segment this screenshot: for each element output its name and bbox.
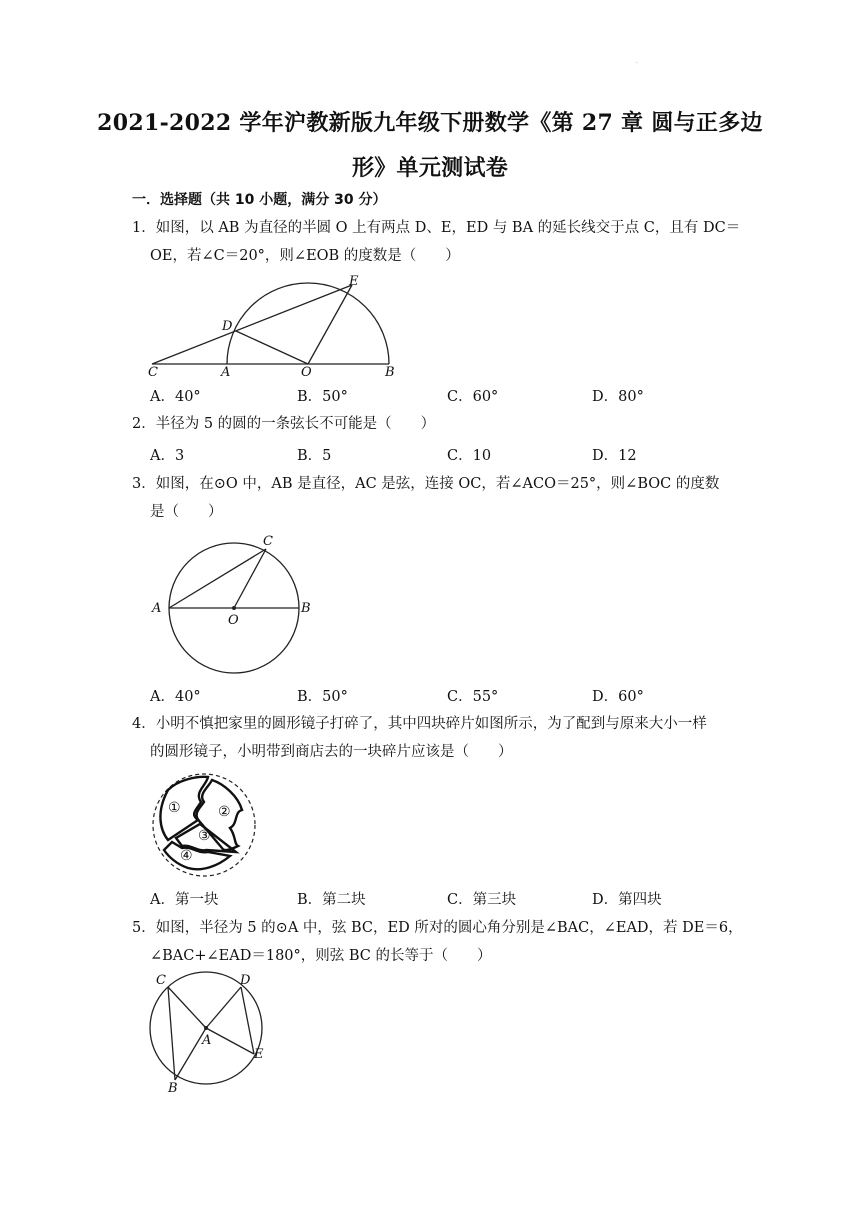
q5-line-AE	[206, 1028, 254, 1054]
q4-text-line2: 的圆形镜子，小明带到商店去的一块碎片应该是（ ）	[150, 744, 513, 760]
q5-text-line1: 5．如图，半径为 5 的⊙A 中，弦 BC，ED 所对的圆心角分别是∠BAC，∠EAD，若 DE＝6，	[132, 920, 743, 936]
q5-label-A: A	[202, 1033, 212, 1048]
q4-label-2: ②	[218, 804, 231, 820]
q3-option-a: A．40°	[150, 689, 201, 705]
q5-text-line2: ∠BAC+∠EAD＝180°，则弦 BC 的长等于（ ）	[150, 948, 492, 964]
q3-label-A: A	[152, 601, 162, 616]
q1-option-c: C．60°	[447, 389, 499, 405]
q3-line-AC	[169, 549, 266, 608]
q5-center-dot	[204, 1026, 208, 1030]
q1-options	[150, 385, 750, 405]
q5-label-B: B	[168, 1081, 178, 1096]
q1-line-CE	[152, 285, 352, 364]
q2-option-c: C．10	[447, 448, 492, 464]
q1-label-E: E	[349, 274, 359, 289]
q3-center-dot	[232, 606, 236, 610]
q5-label-D: D	[240, 973, 251, 988]
q1-label-A: A	[221, 365, 231, 380]
q4-options	[150, 888, 750, 908]
q1-label-B: B	[385, 365, 395, 380]
q4-option-c: C．第三块	[447, 892, 517, 908]
q1-option-b: B．50°	[297, 389, 348, 405]
q1-line-DO	[236, 331, 308, 364]
q1-label-C: C	[148, 365, 158, 380]
q4-label-4: ④	[180, 848, 193, 864]
q1-label-O: O	[301, 365, 312, 380]
q4-option-b: B．第二块	[297, 892, 366, 908]
q3-option-d: D．60°	[592, 689, 644, 705]
q5-label-C: C	[156, 973, 166, 988]
q1-option-d: D．80°	[592, 389, 644, 405]
q4-option-a: A．第一块	[150, 892, 219, 908]
q5-figure-circle	[146, 970, 272, 1096]
page-title-line1: 2021-2022 学年沪教新版九年级下册数学《第 27 章 圆与正多边	[97, 110, 763, 136]
q3-options	[150, 685, 750, 705]
q3-label-B: B	[301, 601, 311, 616]
q2-option-b: B．5	[297, 448, 332, 464]
q3-label-O: O	[228, 613, 239, 628]
q5-label-E: E	[254, 1047, 264, 1062]
q3-option-b: B．50°	[297, 689, 348, 705]
q3-option-c: C．55°	[447, 689, 499, 705]
q1-option-a: A．40°	[150, 389, 201, 405]
q4-label-3: ③	[198, 828, 211, 844]
q5-line-CB	[168, 987, 175, 1080]
q3-figure-circle	[148, 530, 323, 680]
q4-text-line1: 4．小明不慎把家里的圆形镜子打碎了，其中四块碎片如图所示，为了配到与原来大小一样	[132, 716, 707, 732]
q5-line-AD	[206, 987, 241, 1028]
scan-dot: ·	[636, 60, 638, 67]
q1-text-line1: 1．如图，以 AB 为直径的半圆 O 上有两点 D、E，ED 与 BA 的延长线交于点 C，且有 DC＝	[132, 220, 741, 236]
q1-semicircle-arc	[227, 283, 389, 364]
q4-option-d: D．第四块	[592, 892, 662, 908]
q1-label-D: D	[222, 319, 233, 334]
q3-line-OC	[234, 549, 266, 608]
section-heading: 一．选择题（共 10 小题，满分 30 分）	[132, 192, 387, 208]
q4-label-1: ①	[168, 800, 181, 816]
q2-option-d: D．12	[592, 448, 637, 464]
q3-label-C: C	[263, 534, 273, 549]
q1-text-line2: OE，若∠C＝20°，则∠EOB 的度数是（ ）	[150, 248, 460, 264]
q3-text-line2: 是（ ）	[150, 504, 223, 520]
q2-options	[150, 444, 750, 464]
q2-option-a: A．3	[150, 448, 185, 464]
q5-line-AC	[168, 987, 206, 1028]
page-title-line2: 形》单元测试卷	[351, 155, 509, 181]
q3-text-line1: 3．如图，在⊙O 中，AB 是直径，AC 是弦，连接 OC，若∠ACO＝25°，则∠BOC 的度数	[132, 476, 720, 492]
q4-figure-mirror-pieces	[146, 770, 262, 882]
q1-figure-semicircle	[142, 272, 412, 382]
q1-line-OE	[308, 285, 352, 364]
q2-text-line1: 2．半径为 5 的圆的一条弦长不可能是（ ）	[132, 416, 436, 432]
